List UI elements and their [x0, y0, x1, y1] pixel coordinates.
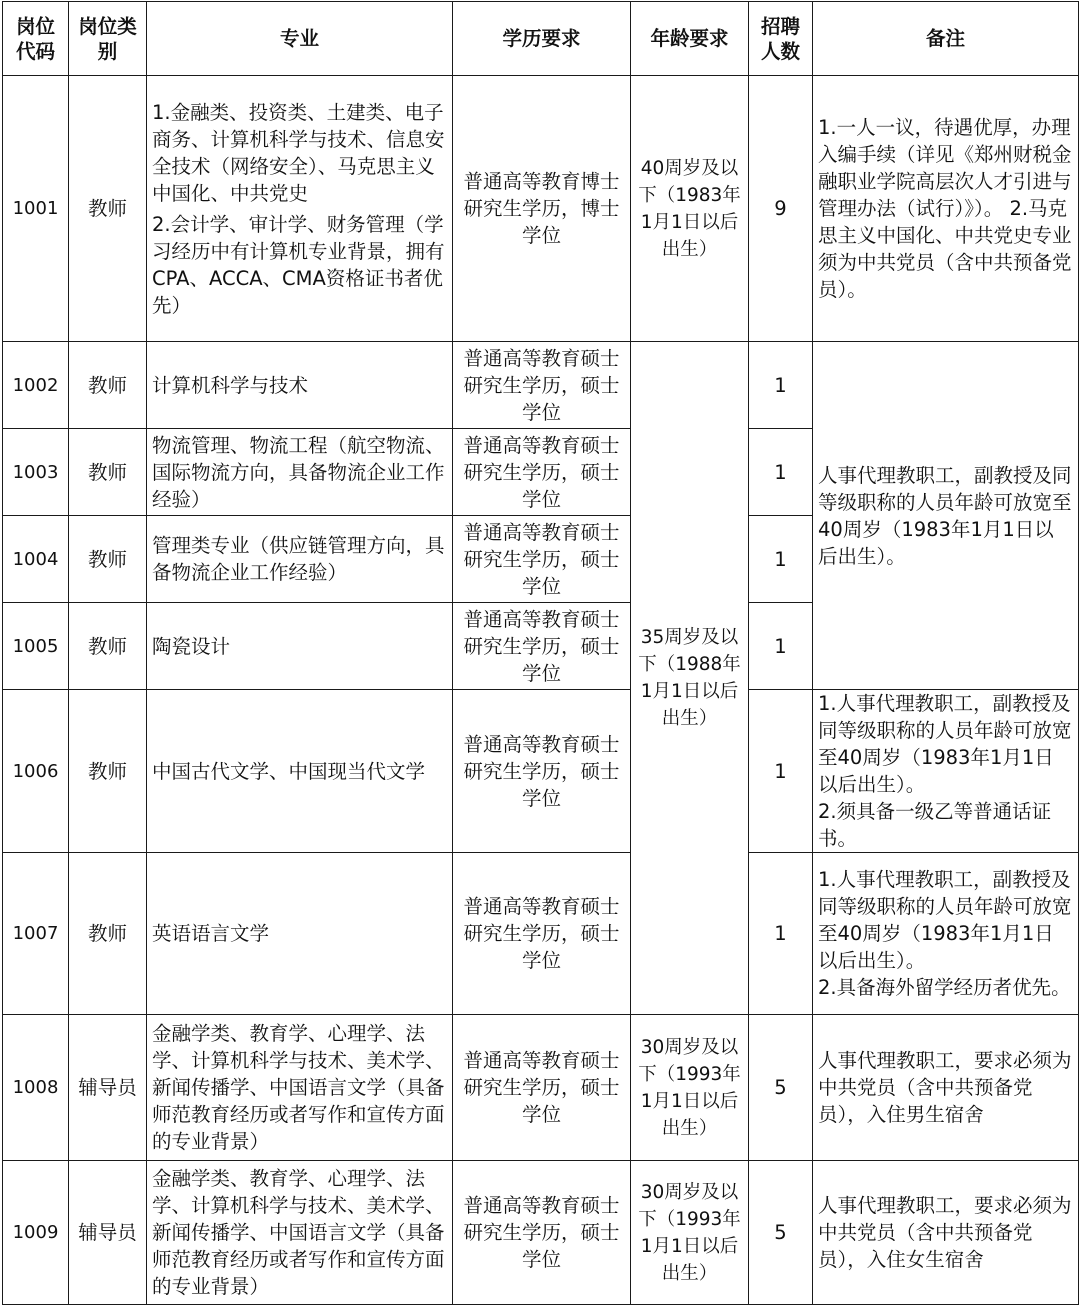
position-category: 教师 — [69, 342, 147, 429]
header-major: 专业 — [147, 2, 453, 76]
header-age: 年龄要求 — [631, 2, 749, 76]
remarks-cell: 人事代理教职工，要求必须为中共党员（含中共预备党员），入住女生宿舍 — [813, 1161, 1079, 1305]
age-cell-merged: 35周岁及以下（1988年1月1日以后出生） — [631, 342, 749, 1015]
major-cell: 管理类专业（供应链管理方向，具备物流企业工作经验） — [147, 516, 453, 603]
remark-item: 1.人事代理教职工，副教授及同等级职称的人员年龄可放宽至40周岁（1983年1月1日以后出生）。 — [818, 868, 1072, 972]
count-cell: 5 — [749, 1015, 813, 1161]
age-cell: 30周岁及以下（1993年1月1日以后出生） — [631, 1161, 749, 1305]
education-cell: 普通高等教育硕士研究生学历，硕士学位 — [453, 603, 631, 690]
position-code: 1004 — [3, 516, 69, 603]
education-cell: 普通高等教育硕士研究生学历，硕士学位 — [453, 690, 631, 853]
header-category: 岗位类别 — [69, 2, 147, 76]
position-code: 1008 — [3, 1015, 69, 1161]
position-category: 辅导员 — [69, 1015, 147, 1161]
education-cell: 普通高等教育硕士研究生学历，硕士学位 — [453, 1015, 631, 1161]
count-cell: 1 — [749, 603, 813, 690]
major-cell: 英语语言文学 — [147, 853, 453, 1015]
education-cell: 普通高等教育硕士研究生学历，硕士学位 — [453, 516, 631, 603]
table-row — [3, 1161, 1079, 1305]
remark-item: 2.须具备一级乙等普通话证书。 — [818, 800, 1052, 850]
position-category: 辅导员 — [69, 1161, 147, 1305]
education-cell: 普通高等教育硕士研究生学历，硕士学位 — [453, 342, 631, 429]
age-cell: 40周岁及以下（1983年1月1日以后出生） — [631, 76, 749, 342]
position-category: 教师 — [69, 690, 147, 853]
remarks-cell: 人事代理教职工，要求必须为中共党员（含中共预备党员），入住男生宿舍 — [813, 1015, 1079, 1161]
table-row — [3, 342, 1079, 429]
remarks-cell: 1.一人一议，待遇优厚，办理入编手续（详见《郑州财税金融职业学院高层次人才引进与管理办法（试行）》）。 2.马克思主义中国化、中共党史专业须为中共党员（含中共预备党员）。 — [813, 76, 1079, 342]
header-education: 学历要求 — [453, 2, 631, 76]
count-cell: 1 — [749, 853, 813, 1015]
header-code: 岗位代码 — [3, 2, 69, 76]
age-cell: 30周岁及以下（1993年1月1日以后出生） — [631, 1015, 749, 1161]
position-code: 1006 — [3, 690, 69, 853]
education-cell: 普通高等教育硕士研究生学历，硕士学位 — [453, 429, 631, 516]
recruitment-table — [2, 1, 1079, 1305]
position-code: 1003 — [3, 429, 69, 516]
position-category: 教师 — [69, 516, 147, 603]
education-cell: 普通高等教育博士研究生学历，博士学位 — [453, 76, 631, 342]
table-row — [3, 1015, 1079, 1161]
count-cell: 5 — [749, 1161, 813, 1305]
position-code: 1001 — [3, 76, 69, 342]
major-cell: 中国古代文学、中国现当代文学 — [147, 690, 453, 853]
major-cell: 金融学类、教育学、心理学、法学、计算机科学与技术、美术学、新闻传播学、中国语言文学（具备师范教育经历或者写作和宣传方面的专业背景） — [147, 1161, 453, 1305]
education-cell: 普通高等教育硕士研究生学历，硕士学位 — [453, 853, 631, 1015]
position-category: 教师 — [69, 603, 147, 690]
major-cell: 物流管理、物流工程（航空物流、国际物流方向，具备物流企业工作经验） — [147, 429, 453, 516]
major-cell — [147, 76, 453, 342]
major-cell: 陶瓷设计 — [147, 603, 453, 690]
count-cell: 1 — [749, 690, 813, 853]
remark-item: 1.人事代理教职工，副教授及同等级职称的人员年龄可放宽至40周岁（1983年1月1日以后出生）。 — [818, 692, 1072, 796]
table-row — [3, 853, 1079, 1015]
education-cell: 普通高等教育硕士研究生学历，硕士学位 — [453, 1161, 631, 1305]
position-category: 教师 — [69, 429, 147, 516]
remarks-cell — [813, 690, 1079, 853]
header-remarks: 备注 — [813, 2, 1079, 76]
remark-item: 2.具备海外留学经历者优先。 — [818, 976, 1071, 999]
position-category: 教师 — [69, 76, 147, 342]
header-count: 招聘人数 — [749, 2, 813, 76]
table-row — [3, 690, 1079, 853]
count-cell: 1 — [749, 429, 813, 516]
position-code: 1009 — [3, 1161, 69, 1305]
header-row — [3, 2, 1079, 76]
remarks-cell — [813, 853, 1079, 1015]
table-row — [3, 76, 1079, 342]
count-cell: 9 — [749, 76, 813, 342]
count-cell: 1 — [749, 342, 813, 429]
position-code: 1005 — [3, 603, 69, 690]
count-cell: 1 — [749, 516, 813, 603]
remarks-cell-merged: 人事代理教职工，副教授及同等级职称的人员年龄可放宽至40周岁（1983年1月1日以后出生）。 — [813, 342, 1079, 690]
major-cell: 金融学类、教育学、心理学、法学、计算机科学与技术、美术学、新闻传播学、中国语言文学（具备师范教育经历或者写作和宣传方面的专业背景） — [147, 1015, 453, 1161]
position-code: 1002 — [3, 342, 69, 429]
major-item: 2.会计学、审计学、财务管理（学习经历中有计算机专业背景，拥有CPA、ACCA、CMA资格证书者优先） — [152, 212, 445, 317]
position-category: 教师 — [69, 853, 147, 1015]
position-code: 1007 — [3, 853, 69, 1015]
major-cell: 计算机科学与技术 — [147, 342, 453, 429]
major-item: 1.金融类、投资类、土建类、电子商务、计算机科学与技术、信息安全技术（网络安全）、马克思主义中国化、中共党史 — [152, 100, 445, 205]
